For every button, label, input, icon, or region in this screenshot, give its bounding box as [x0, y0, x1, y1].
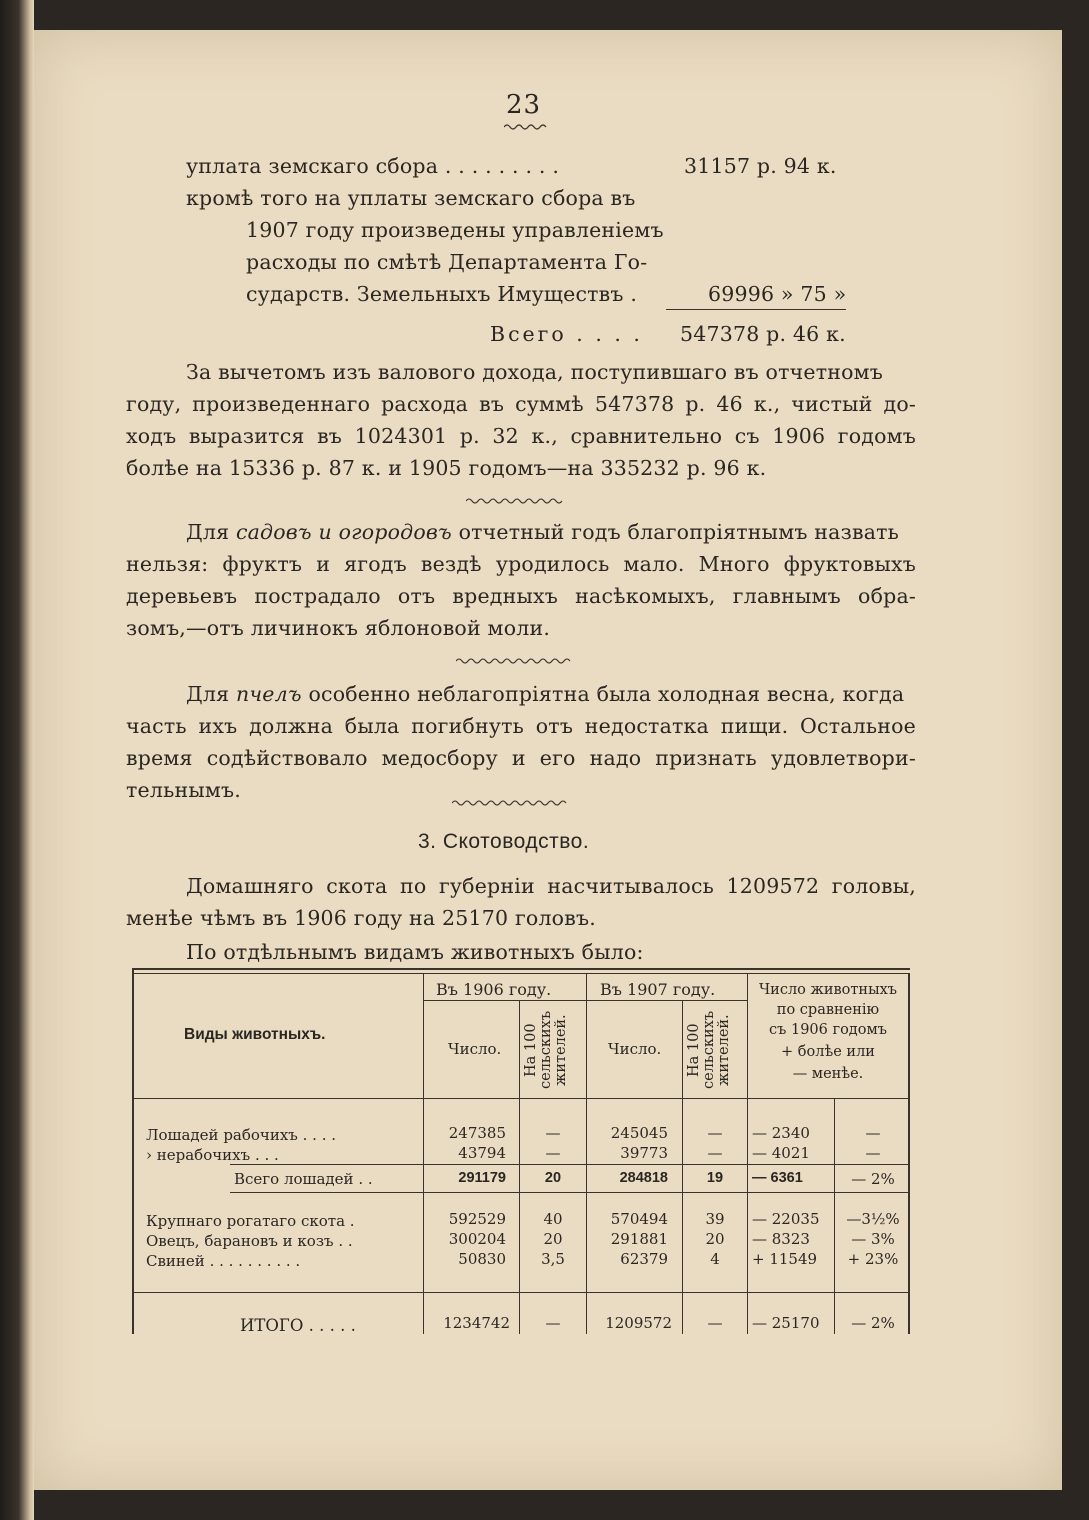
table-cell: 19	[706, 1170, 724, 1186]
table-cell: 20	[544, 1170, 562, 1186]
header-compare-1: Число животныхъ	[758, 982, 898, 998]
table-cell: — 8323	[752, 1230, 810, 1248]
header-per100-1907: На 100 сельскихъ жителей.	[686, 1010, 732, 1090]
paragraph-4-line-1: Домашняго скота по губерніи насчитывалось 1209572 головы,	[186, 874, 916, 898]
paragraph-2-line-2: нельзя: фруктъ и ягодъ вездѣ уродилось мало. Много фруктовыхъ	[126, 552, 916, 576]
table-cell: + 11549	[752, 1250, 818, 1268]
header-1906: Въ 1906 году.	[436, 980, 552, 999]
table-cell: 284818	[619, 1170, 668, 1186]
table-cell: —	[865, 1144, 881, 1162]
table-row-name: Свиней . . . . . . . . . .	[146, 1252, 301, 1270]
paragraph-2-line-3: деревьевъ пострадало отъ вредныхъ насѣкомыхъ, главнымъ обра-	[126, 584, 916, 608]
table-cell: 43794	[458, 1144, 506, 1162]
paragraph-3-line-4: тельнымъ.	[126, 778, 241, 802]
header-compare-5: — менѣе.	[792, 1066, 864, 1082]
table-row-name: Крупнаго рогатаго скота .	[146, 1212, 355, 1230]
expense-line-2: кромѣ того на уплаты земскаго сбора въ	[186, 186, 636, 210]
header-number-1906: Число.	[448, 1040, 502, 1058]
paragraph-2-line-4: зомъ,—отъ личинокъ яблоновой моли.	[126, 616, 551, 640]
table-cell: 40	[543, 1210, 563, 1228]
table-total-cell: — 25170	[752, 1314, 820, 1332]
table-cell: 39773	[620, 1144, 668, 1162]
table-cell: 20	[543, 1230, 563, 1248]
table-cell: 592529	[448, 1210, 506, 1228]
table-cell: 39	[705, 1210, 725, 1228]
table-cell: —	[707, 1144, 723, 1162]
table-cell: 300204	[448, 1230, 506, 1248]
table-cell: 62379	[620, 1250, 668, 1268]
table-cell: —	[545, 1124, 561, 1142]
paragraph-1-line-4: болѣе на 15336 р. 87 к. и 1905 годомъ—на 335232 р. 96 к.	[126, 456, 767, 480]
table-cell: — 4021	[752, 1144, 810, 1162]
table-cell: —	[865, 1124, 881, 1142]
table-cell: —	[707, 1124, 723, 1142]
table-cell: 570494	[610, 1210, 668, 1228]
header-per100-1906: На 100 сельскихъ жителей.	[523, 1010, 569, 1090]
table-row-name: › нерабочихъ . . .	[146, 1146, 279, 1164]
expense-total-amount: 547378 р. 46 к.	[680, 322, 846, 346]
header-compare-2: по сравненію	[776, 1002, 880, 1018]
expense-line-1: уплата земскаго сбора . . . . . . . . .	[186, 154, 560, 178]
expense-amount-1: 31157 р. 94 к.	[684, 154, 837, 178]
header-1907: Въ 1907 году.	[600, 980, 716, 999]
header-number-1907: Число.	[608, 1040, 662, 1058]
table-cell: 50830	[458, 1250, 506, 1268]
table-row-name: Всего лошадей . .	[234, 1170, 373, 1188]
table-cell: — 3%	[851, 1230, 895, 1248]
table-cell: 3,5	[541, 1250, 565, 1268]
paragraph-2-line-1: Для садовъ и огородовъ отчетный годъ благопріятнымъ назвать	[186, 520, 900, 544]
ornament-squiggle	[504, 122, 548, 132]
table-cell: — 22035	[752, 1210, 820, 1228]
document-page	[34, 30, 1062, 1490]
table-cell: —	[545, 1144, 561, 1162]
expense-line-3: 1907 году произведены управленіемъ	[246, 218, 664, 242]
table-cell: — 2340	[752, 1124, 810, 1142]
table-total-cell: —	[707, 1314, 723, 1332]
ornament-squiggle	[466, 496, 566, 506]
page-number: 23	[506, 90, 542, 120]
table-cell: 291881	[610, 1230, 668, 1248]
paragraph-4-line-2: менѣе чѣмъ въ 1906 году на 25170 головъ.	[126, 906, 596, 930]
table-cell: — 2%	[851, 1170, 895, 1188]
table-total-cell: —	[545, 1314, 561, 1332]
paragraph-3-line-2: часть ихъ должна была погибнуть отъ недостатка пищи. Остальное	[126, 714, 916, 738]
header-species: Виды животныхъ.	[184, 1026, 326, 1043]
table-cell: + 23%	[847, 1250, 899, 1268]
table-total-name: ИТОГО . . . . .	[240, 1316, 356, 1335]
table-cell: 245045	[610, 1124, 668, 1142]
table-row-name: Овецъ, барановъ и козъ . .	[146, 1232, 353, 1250]
table-cell: 4	[710, 1250, 720, 1268]
ornament-squiggle	[456, 656, 574, 666]
table-cell: — 6361	[752, 1170, 803, 1186]
sum-rule	[666, 309, 846, 310]
expense-line-5: сударств. Земельныхъ Имуществъ .	[246, 282, 638, 306]
table-cell: 20	[705, 1230, 725, 1248]
header-compare-4: + болѣе или	[781, 1044, 875, 1060]
book-spine	[0, 0, 34, 1520]
paragraph-1-line-3: ходъ выразится въ 1024301 р. 32 к., сравнительно съ 1906 годомъ	[126, 424, 916, 448]
paragraph-1-line-1: За вычетомъ изъ валового дохода, поступившаго въ отчетномъ	[186, 360, 884, 384]
paragraph-3-line-1: Для пчелъ особенно неблагопріятна была холодная весна, когда	[186, 682, 905, 706]
table-total-cell: — 2%	[851, 1314, 895, 1332]
expense-line-4: расходы по смѣтѣ Департамента Го-	[246, 250, 648, 274]
table-total-cell: 1234742	[443, 1314, 510, 1332]
table-cell: —3½%	[846, 1210, 900, 1228]
paragraph-3-line-3: время содѣйствовало медосбору и его надо признать удовлетвори-	[126, 746, 916, 770]
table-total-cell: 1209572	[605, 1314, 672, 1332]
expense-total: Всего . . . .	[490, 322, 643, 346]
table-row-name: Лошадей рабочихъ . . . .	[146, 1126, 337, 1144]
table-intro: По отдѣльнымъ видамъ животныхъ было:	[186, 940, 644, 964]
table-cell: 247385	[448, 1124, 506, 1142]
section-heading: 3. Скотоводство.	[418, 830, 590, 853]
header-compare-3: съ 1906 годомъ	[769, 1022, 887, 1038]
paragraph-1-line-2: году, произведеннаго расхода въ суммѣ 547378 р. 46 к., чистый до-	[126, 392, 916, 416]
expense-amount-2: 69996 » 75 »	[708, 282, 847, 306]
table-cell: 291179	[458, 1170, 506, 1186]
ornament-squiggle	[452, 798, 570, 808]
